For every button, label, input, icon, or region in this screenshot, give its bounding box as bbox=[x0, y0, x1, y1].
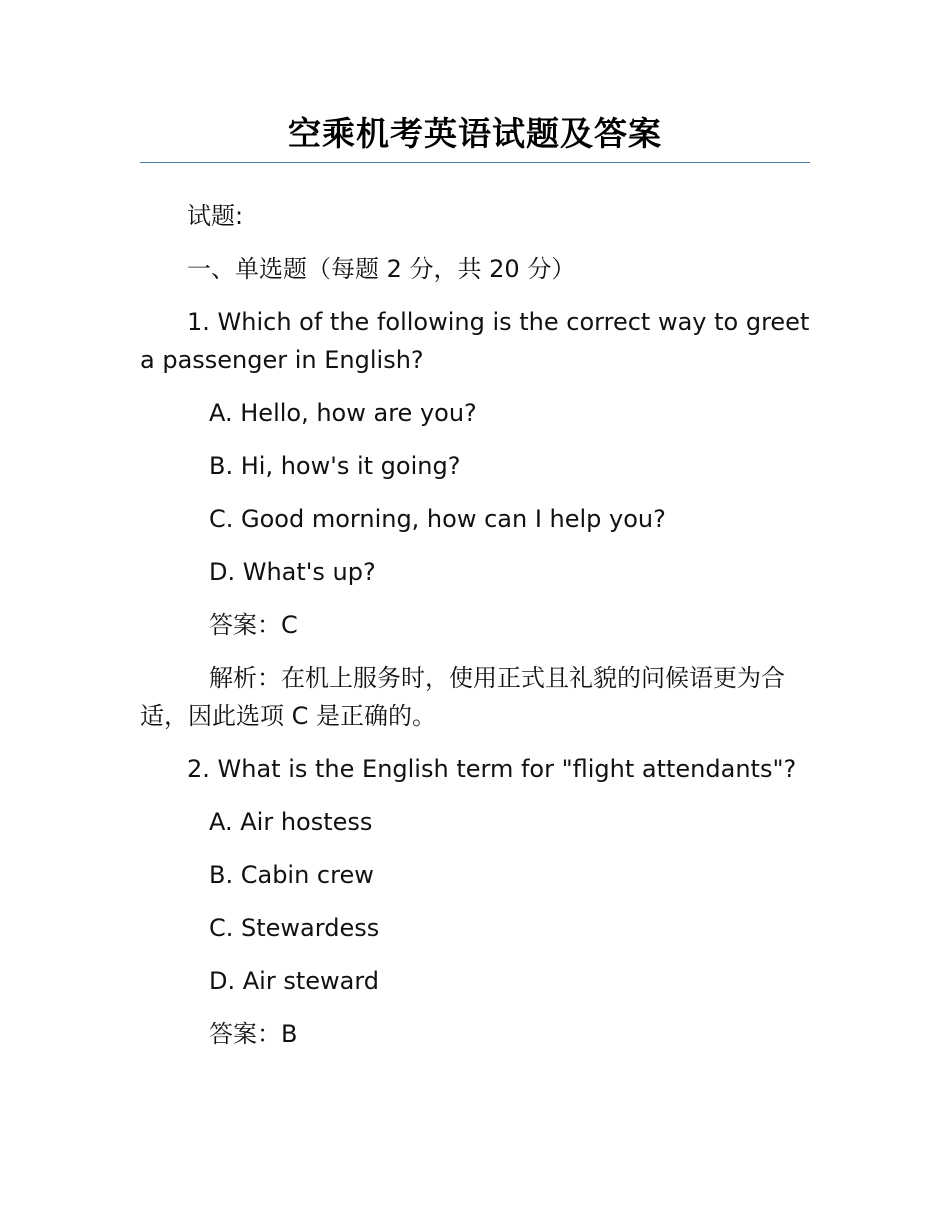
option-c: C. Stewardess bbox=[209, 914, 380, 942]
question-stem: 1. Which of the following is the correct way to greet a passenger in English? bbox=[140, 308, 810, 374]
answer: 答案：C bbox=[209, 611, 298, 639]
question-stem: 2. What is the English term for "flight attendants"? bbox=[187, 755, 797, 783]
option-a: A. Air hostess bbox=[209, 808, 373, 836]
answer: 答案：B bbox=[209, 1020, 298, 1048]
section-heading: 一、单选题（每题 2 分，共 20 分） bbox=[187, 255, 576, 283]
title-underline bbox=[140, 162, 810, 163]
section-label: 试题: bbox=[187, 202, 244, 230]
document-title: 空乘机考英语试题及答案 bbox=[288, 114, 662, 153]
option-d: D. Air steward bbox=[209, 967, 380, 995]
option-d: D. What's up? bbox=[209, 558, 376, 586]
question-2 bbox=[140, 750, 810, 1053]
option-b: B. Cabin crew bbox=[209, 861, 374, 889]
explanation: 解析：在机上服务时，使用正式且礼貌的问候语更为合适，因此选项 C 是正确的。 bbox=[140, 664, 785, 730]
option-b: B. Hi, how's it going? bbox=[209, 452, 461, 480]
option-a: A. Hello, how are you? bbox=[209, 399, 477, 427]
question-1 bbox=[140, 303, 810, 735]
option-c: C. Good morning, how can I help you? bbox=[209, 505, 666, 533]
document-body bbox=[140, 197, 810, 1068]
